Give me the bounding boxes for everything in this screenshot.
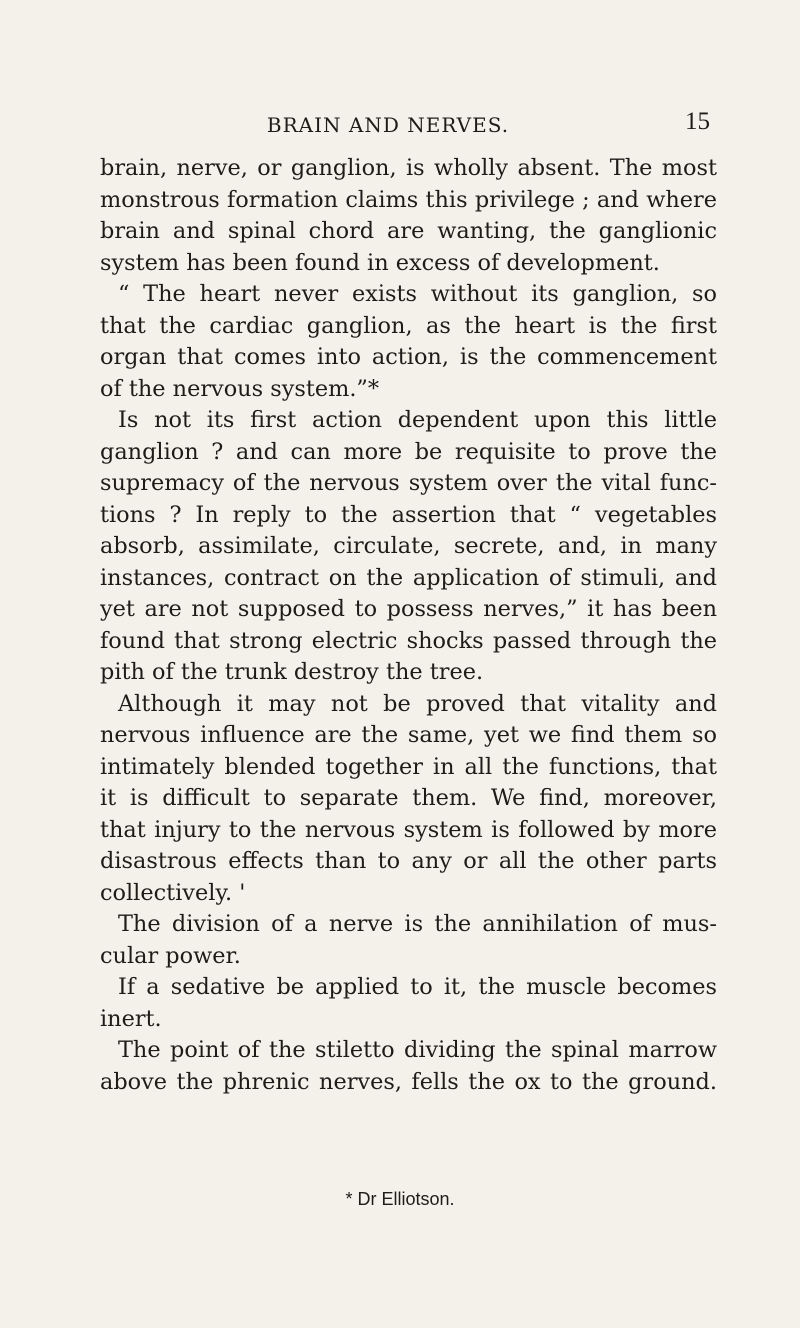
text-line: absorb, assimilate, circulate, secrete, and, in many <box>100 533 717 559</box>
text-line: pith of the trunk destroy the tree. <box>100 659 484 685</box>
text-line: ganglion ? and can more be requisite to prove the <box>100 438 717 465</box>
text-line: Although it may not be proved that vitality and <box>118 690 717 717</box>
text-line: monstrous formation claims this privilege ; and where <box>100 186 717 213</box>
text-line: brain and spinal chord are wanting, the ganglionic <box>100 218 717 244</box>
text-line: above the phrenic nerves, fells the ox to the ground. <box>100 1068 717 1095</box>
text-line: disastrous effects than to any or all the other parts <box>100 848 717 874</box>
text-line: it is difficult to separate them. We find, moreover, <box>100 785 717 811</box>
text-line: The point of the stiletto dividing the spinal marrow <box>118 1037 717 1063</box>
text-line: that the cardiac ganglion, as the heart is the first <box>100 312 717 339</box>
text-line: cular power. <box>100 942 241 969</box>
body-text <box>100 153 717 1098</box>
text-line: that injury to the nervous system is followed by more <box>100 816 717 843</box>
text-line: “ The heart never exists without its ganglion, so <box>118 281 717 307</box>
text-line: If a sedative be applied to it, the muscle becomes <box>118 974 717 1000</box>
text-line: intimately blended together in all the functions, that <box>100 753 717 780</box>
text-line: nervous influence are the same, yet we find them so <box>100 722 717 748</box>
text-line: of the nervous system.”* <box>100 375 380 402</box>
text-line: inert. <box>100 1005 162 1032</box>
text-line: brain, nerve, or ganglion, is wholly absent. The most <box>100 155 717 181</box>
footnote: * Dr Elliotson. <box>345 1189 455 1209</box>
page-number: 15 <box>685 108 710 135</box>
running-head: BRAIN AND NERVES. <box>266 113 510 137</box>
text-line: instances, contract on the application of stimuli, and <box>100 564 717 591</box>
text-line: Is not its first action dependent upon this little <box>118 407 717 433</box>
text-line: tions ? In reply to the assertion that “ vegetables <box>100 501 717 528</box>
text-line: The division of a nerve is the annihilation of mus- <box>118 911 717 937</box>
text-line: collectively. ' <box>100 879 246 906</box>
text-line: system has been found in excess of development. <box>100 249 660 276</box>
text-line: organ that comes into action, is the commencement <box>100 344 717 370</box>
text-line: supremacy of the nervous system over the vital func- <box>100 470 717 496</box>
text-line: found that strong electric shocks passed through the <box>100 627 717 654</box>
text-line: yet are not supposed to possess nerves,” it has been <box>100 596 717 622</box>
